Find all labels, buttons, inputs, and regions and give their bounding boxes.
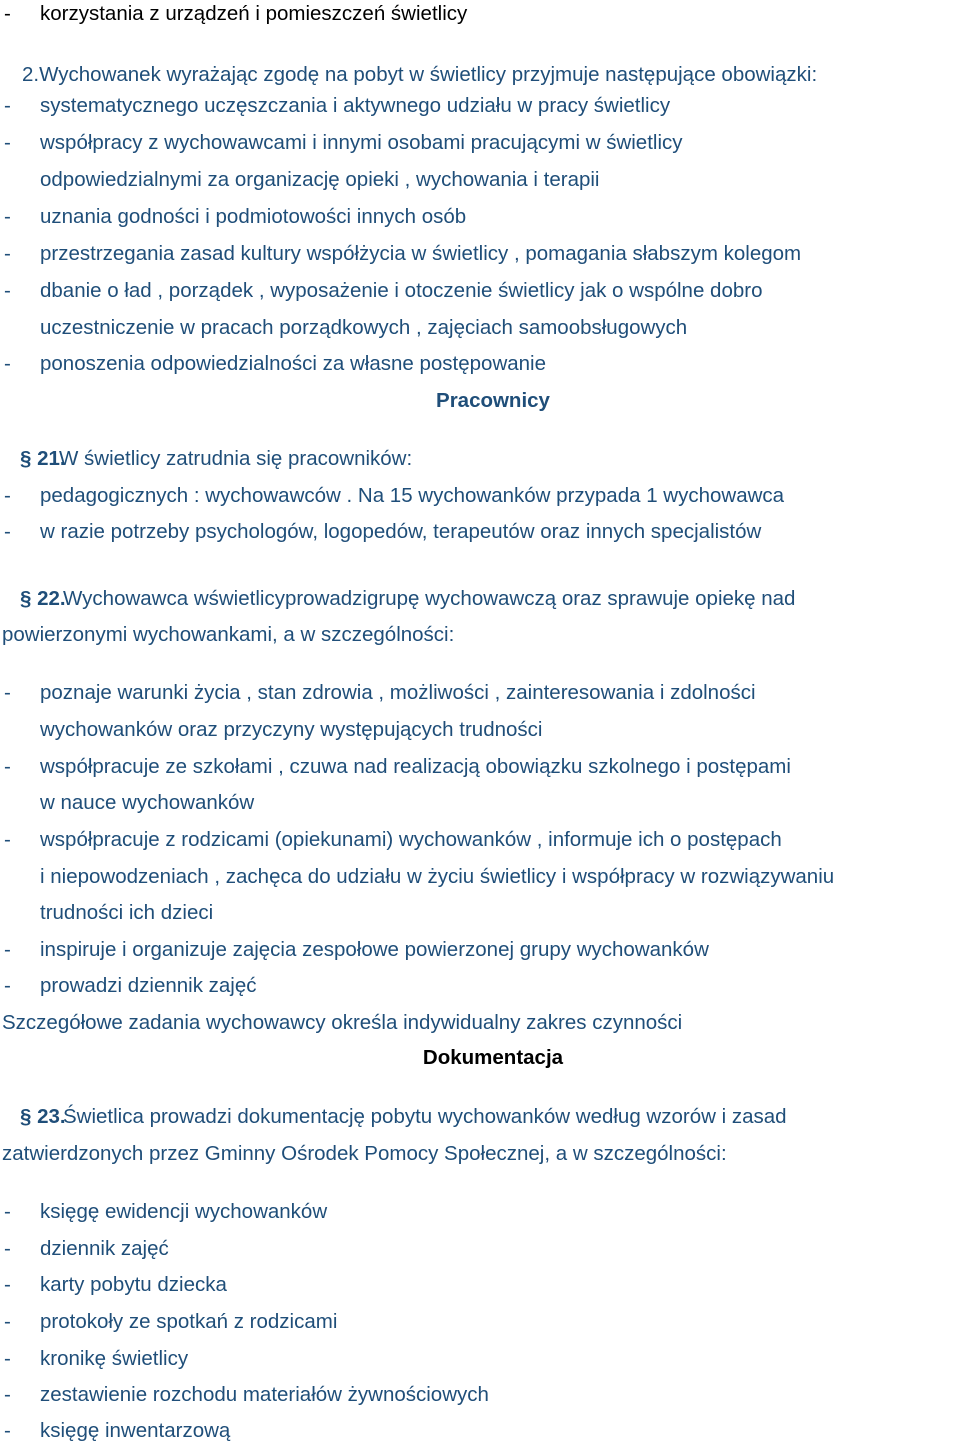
list-item <box>0 935 960 965</box>
bullet-dash: - <box>4 279 11 302</box>
list-item-text: uznania godności i podmiotowości innych osób <box>40 205 467 228</box>
section-heading: Dokumentacja <box>422 1046 564 1069</box>
list-item-text: protokoły ze spotkań z rodzicami <box>40 1310 338 1333</box>
list-item <box>0 91 960 121</box>
list-item-text: dziennik zajęć <box>40 1237 169 1260</box>
list-item-text: zestawienie rozchodu materiałów żywnościowych <box>40 1383 489 1406</box>
list-item <box>0 1197 960 1227</box>
paragraph-symbol: § 22. <box>20 587 66 610</box>
list-item-text: systematycznego uczęszczania i aktywnego udziału w pracy świetlicy <box>40 94 671 117</box>
list-item-continuation <box>0 165 960 195</box>
list-item-text: współpracy z wychowawcami i innymi osobami pracującymi w świetlicy <box>40 131 683 154</box>
list-item-text: karty pobytu dziecka <box>40 1273 227 1296</box>
bullet-dash: - <box>4 1237 11 1260</box>
section-intro <box>0 60 960 90</box>
bullet-dash: - <box>4 1200 11 1223</box>
paragraph-text: W świetlicy zatrudnia się pracowników: <box>59 447 413 470</box>
closing-note <box>0 1008 960 1038</box>
list-item-continuation <box>0 788 960 818</box>
list-item-text: współpracuje ze szkołami , czuwa nad realizacją obowiązku szkolnego i postępami <box>40 755 791 778</box>
bullet-dash: - <box>4 1310 11 1333</box>
list-item-continuation <box>0 898 960 928</box>
list-item <box>0 971 960 1001</box>
bullet-dash: - <box>4 1347 11 1370</box>
list-item-text: trudności ich dzieci <box>40 901 214 924</box>
list-item <box>0 276 960 306</box>
paragraph-22 <box>0 584 960 614</box>
list-item <box>0 1380 960 1410</box>
bullet-dash: - <box>4 131 11 154</box>
bullet-dash: - <box>4 484 11 507</box>
bullet-dash: - <box>4 94 11 117</box>
paragraph-text: Świetlica prowadzi dokumentację pobytu wychowanków według wzorów i zasad <box>63 1105 787 1128</box>
list-item <box>0 825 960 855</box>
list-item-text: korzystania z urządzeń i pomieszczeń świetlicy <box>40 2 468 25</box>
list-item <box>0 1307 960 1337</box>
bullet-dash: - <box>4 755 11 778</box>
list-item <box>0 1270 960 1300</box>
list-item-text: w razie potrzeby psychologów, logopedów, terapeutów oraz innych specjalistów <box>40 520 762 543</box>
closing-note-text: Szczegółowe zadania wychowawcy określa indywidualny zakres czynności <box>2 1011 683 1034</box>
list-item <box>0 1416 960 1446</box>
list-item <box>0 1234 960 1264</box>
list-item-text: uczestniczenie w pracach porządkowych , zajęciach samoobsługowych <box>40 316 688 339</box>
section-heading: Pracownicy <box>436 389 550 412</box>
list-item <box>0 128 960 158</box>
list-item-continuation <box>0 313 960 343</box>
list-item-text: prowadzi dziennik zajęć <box>40 974 257 997</box>
list-item <box>0 202 960 232</box>
list-item-text: przestrzegania zasad kultury współżycia w świetlicy , pomagania słabszym kolegom <box>40 242 802 265</box>
list-item-text: wychowanków oraz przyczyny występujących trudności <box>40 718 543 741</box>
bullet-dash: - <box>4 520 11 543</box>
paragraph-21 <box>0 444 960 474</box>
paragraph-text: zatwierdzonych przez Gminny Ośrodek Pomocy Społecznej, a w szczególności: <box>2 1142 727 1165</box>
list-item-text: księgę inwentarzową <box>40 1419 231 1442</box>
list-item-text: odpowiedzialnymi za organizację opieki , wychowania i terapii <box>40 168 600 191</box>
list-item-text: poznaje warunki życia , stan zdrowia , możliwości , zainteresowania i zdolności <box>40 681 756 704</box>
list-item-text: kronikę świetlicy <box>40 1347 189 1370</box>
list-item <box>0 752 960 782</box>
list-item-text: pedagogicznych : wychowawców . Na 15 wychowanków przypada 1 wychowawca <box>40 484 785 507</box>
paragraph-text: Wychowawca wświetlicyprowadzigrupę wychowawczą oraz sprawuje opiekę nad <box>63 587 796 610</box>
list-item-continuation <box>0 862 960 892</box>
paragraph-text: powierzonymi wychowankami, a w szczególności: <box>2 623 455 646</box>
list-item <box>0 349 960 379</box>
list-item <box>0 517 960 547</box>
list-item-text: księgę ewidencji wychowanków <box>40 1200 328 1223</box>
list-item-text: inspiruje i organizuje zajęcia zespołowe powierzonej grupy wychowanków <box>40 938 709 961</box>
list-item-text: dbanie o ład , porządek , wyposażenie i otoczenie świetlicy jak o wspólne dobro <box>40 279 763 302</box>
list-item <box>0 0 960 29</box>
list-item-continuation <box>0 715 960 745</box>
bullet-dash: - <box>4 352 11 375</box>
list-item <box>0 239 960 269</box>
bullet-dash: - <box>4 1419 11 1442</box>
bullet-dash: - <box>4 681 11 704</box>
paragraph-continuation <box>0 1139 960 1169</box>
section-intro-text: 2.Wychowanek wyrażając zgodę na pobyt w świetlicy przyjmuje następujące obowiązki: <box>22 63 818 86</box>
paragraph-symbol: § 21. <box>20 447 66 470</box>
list-item-text: i niepowodzeniach , zachęca do udziału w życiu świetlicy i współpracy w rozwiązywaniu <box>40 865 835 888</box>
list-item <box>0 1344 960 1374</box>
bullet-dash: - <box>4 2 11 25</box>
paragraph-symbol: § 23. <box>20 1105 66 1128</box>
bullet-dash: - <box>4 1273 11 1296</box>
bullet-dash: - <box>4 1383 11 1406</box>
bullet-dash: - <box>4 205 11 228</box>
bullet-dash: - <box>4 938 11 961</box>
list-item <box>0 678 960 708</box>
paragraph-continuation <box>0 620 960 650</box>
list-item <box>0 481 960 511</box>
bullet-dash: - <box>4 974 11 997</box>
paragraph-23 <box>0 1102 960 1132</box>
bullet-dash: - <box>4 242 11 265</box>
list-item-text: współpracuje z rodzicami (opiekunami) wychowanków , informuje ich o postępach <box>40 828 782 851</box>
bullet-dash: - <box>4 828 11 851</box>
list-item-text: w nauce wychowanków <box>40 791 255 814</box>
list-item-text: ponoszenia odpowiedzialności za własne postępowanie <box>40 352 547 375</box>
